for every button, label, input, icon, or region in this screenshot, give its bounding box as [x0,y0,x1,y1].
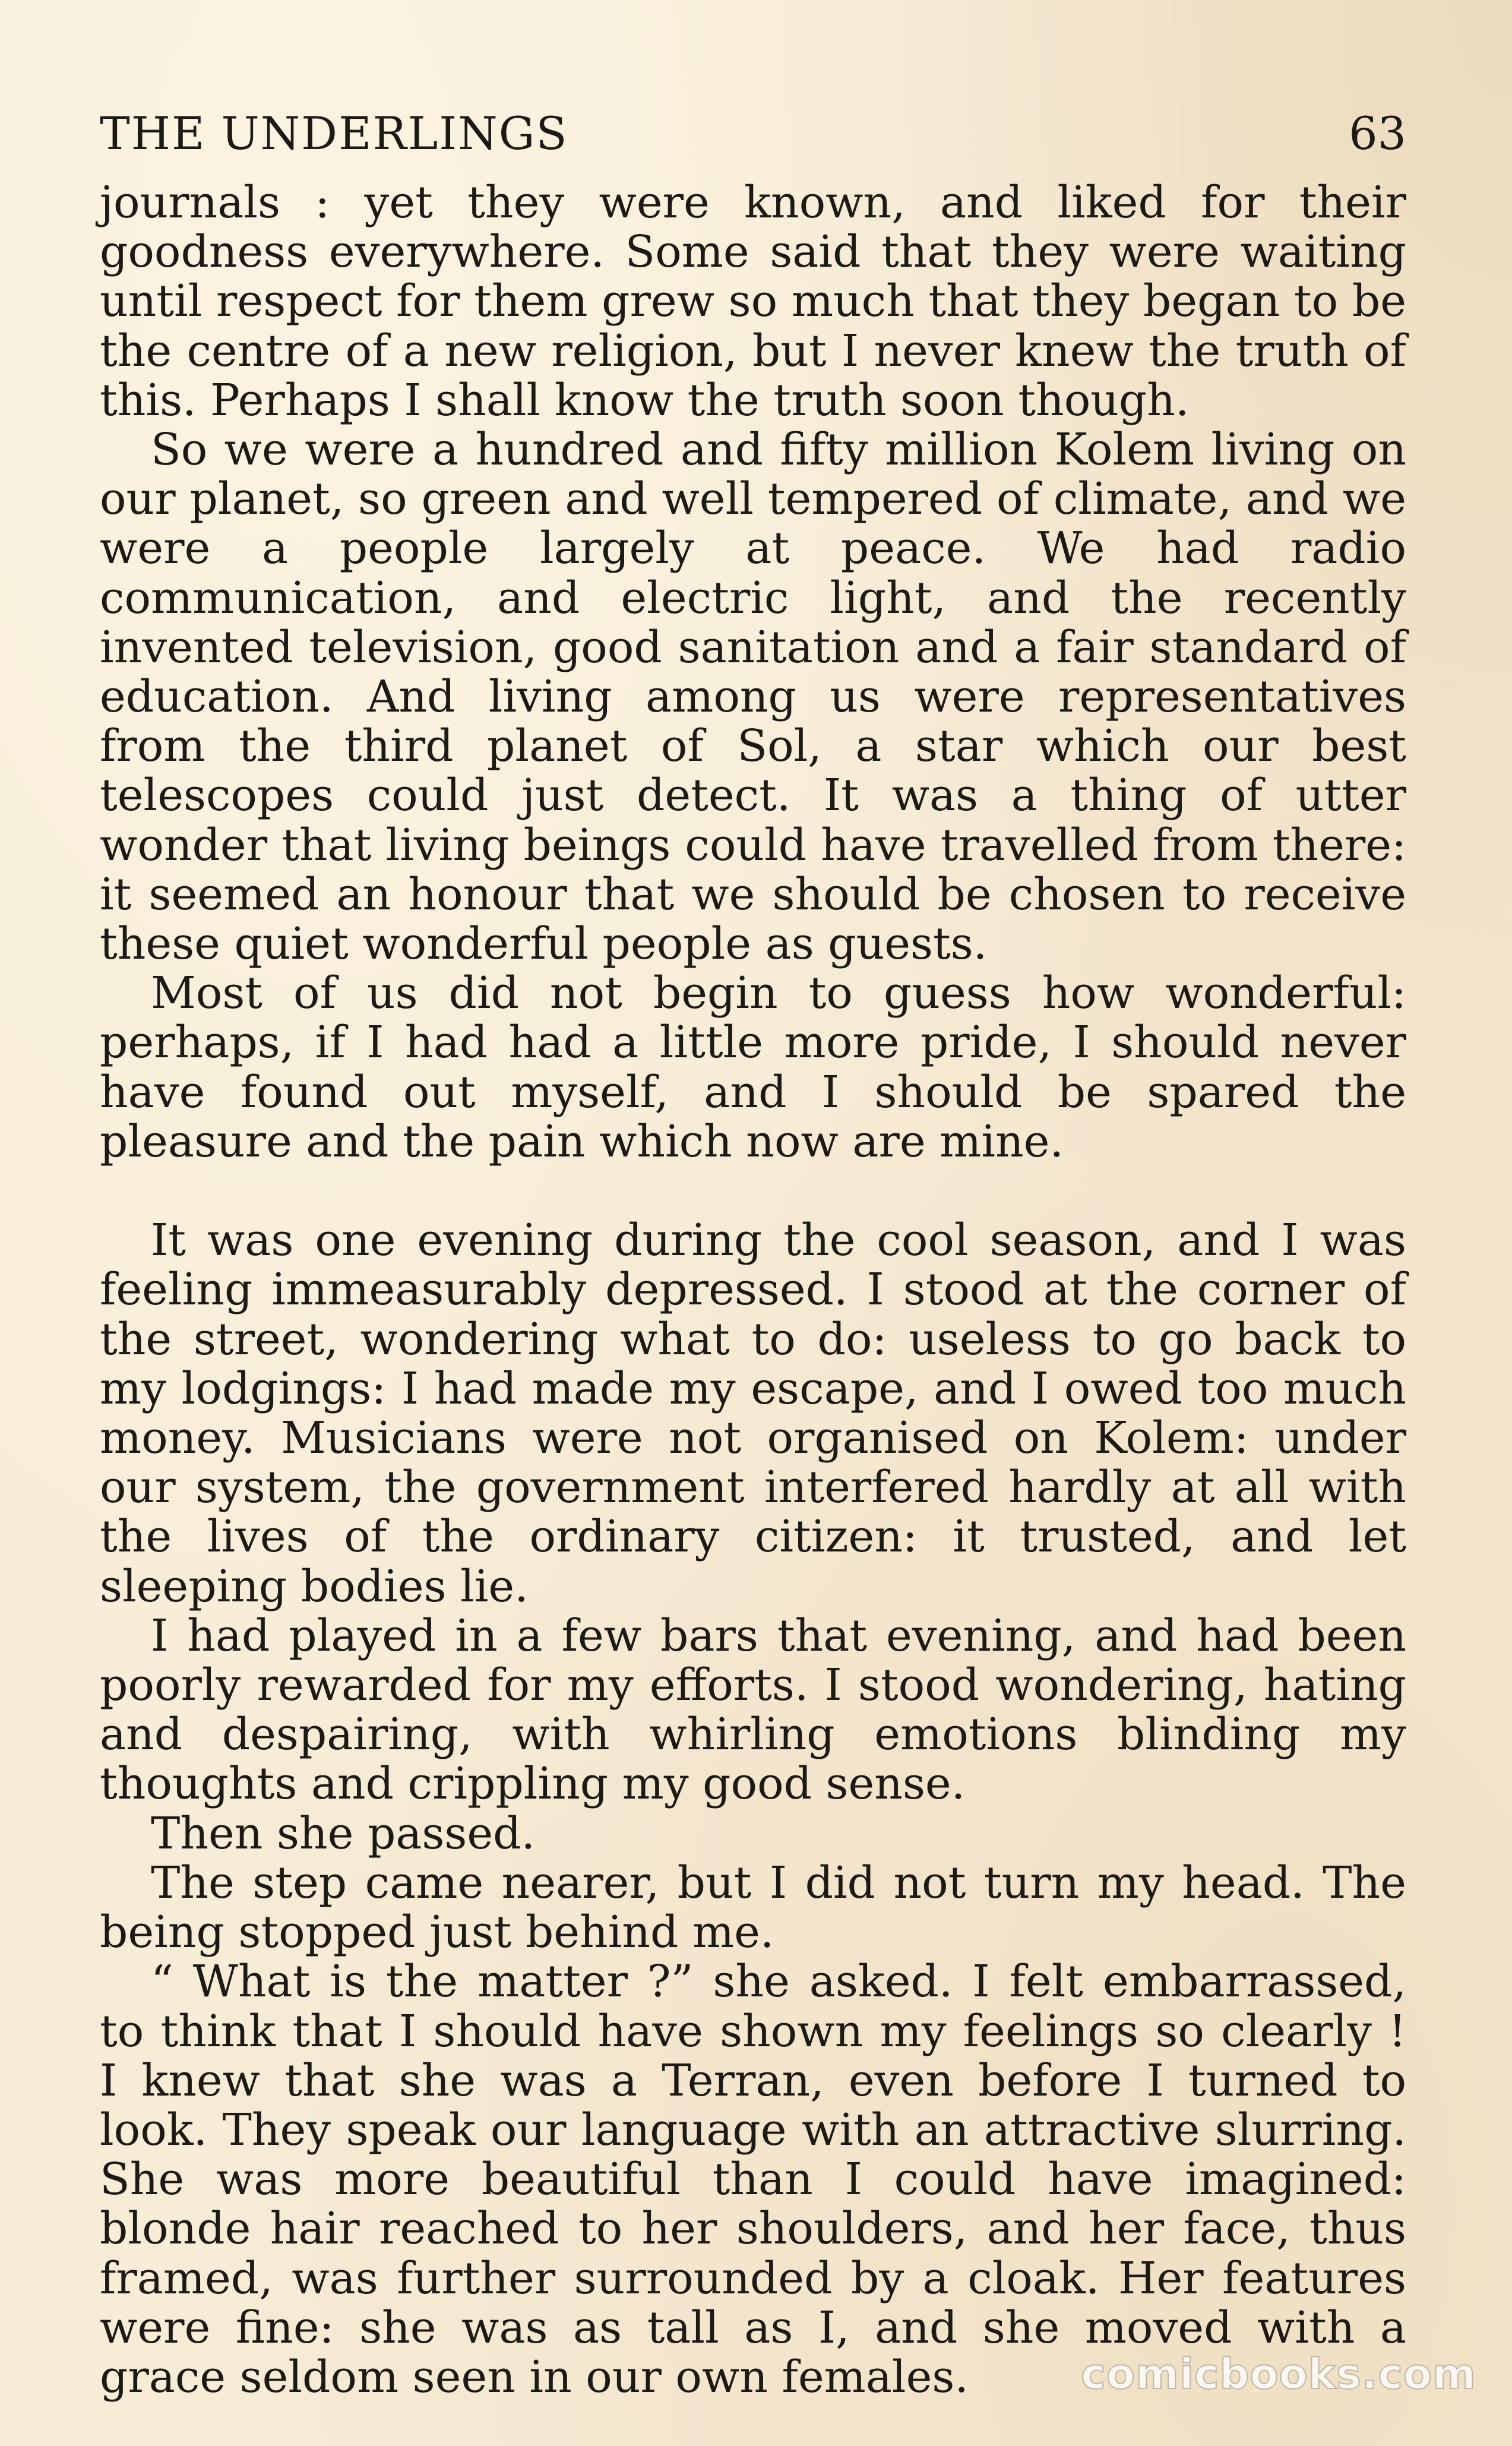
body-text [100,178,1406,2402]
paragraph-1: journals : yet they were known, and liked for their goodness everywhere. Some said that they were waiting until respect for them grew so much that they began to be the centre of a new religion, but I never knew the truth of this. Perhaps I shall know the truth soon though. [100,177,1406,426]
paragraph-5: I had played in a few bars that evening, and had been poorly rewarded for my efforts. I stood wondering, hating and despairing, with whirling emotions blinding my thoughts and crippling my good sense. [100,1610,1406,1810]
section-break [100,1167,1406,1216]
paragraph-4: It was one evening during the cool season, and I was feeling immeasurably depressed. I stood at the corner of the street, wondering what to do: useless to go back to my lodgings: I had made my escape, and I owed too much money. Musicians were not organised on Kolem: under our system, the government interfered hardly at all with the lives of the ordinary citizen: it trusted, and let sleeping bodies lie. [100,1215,1406,1612]
page-number: 63 [1349,107,1406,160]
paragraph-7: The step came nearer, but I did not turn my head. The being stopped just behind me. [100,1857,1406,1958]
paragraph-2: So we were a hundred and fifty million Kolem living on our planet, so green and well tempered of climate, and we were a people largely at peace. We had radio communication, and electric light, and the recently invented television, good sanitation and a fair standard of education. And living among us were representatives from the third planet of Sol, a star which our best telescopes could just detect. It was a thing of utter wonder that living beings could have travelled from there: it seemed an honour that we should be chosen to receive these quiet wonderful people as guests. [100,424,1406,970]
paragraph-3: Most of us did not begin to guess how wonderful: perhaps, if I had had a little more pride, I should never have found out myself, and I should be spared the pleasure and the pain which now are mine. [100,968,1406,1167]
book-page [100,107,1406,2402]
running-title: THE UNDERLINGS [100,107,568,160]
paragraph-6: Then she passed. [151,1807,536,1859]
watermark: comicbooks.com [1081,2350,1476,2398]
paragraph-8: “ What is the matter ?” she asked. I felt embarrassed, to think that I should have shown my feelings so clearly ! I knew that she was a Terran, even before I turned to look. They speak our language with an attractive slurring. She was more beautiful than I could have imagined: blonde hair reached to her shoulders, and her face, thus framed, was further surrounded by a cloak. Her features were fine: she was as tall as I, and she moved with a grace seldom seen in our own females. [100,1956,1406,2403]
running-head [100,107,1406,178]
